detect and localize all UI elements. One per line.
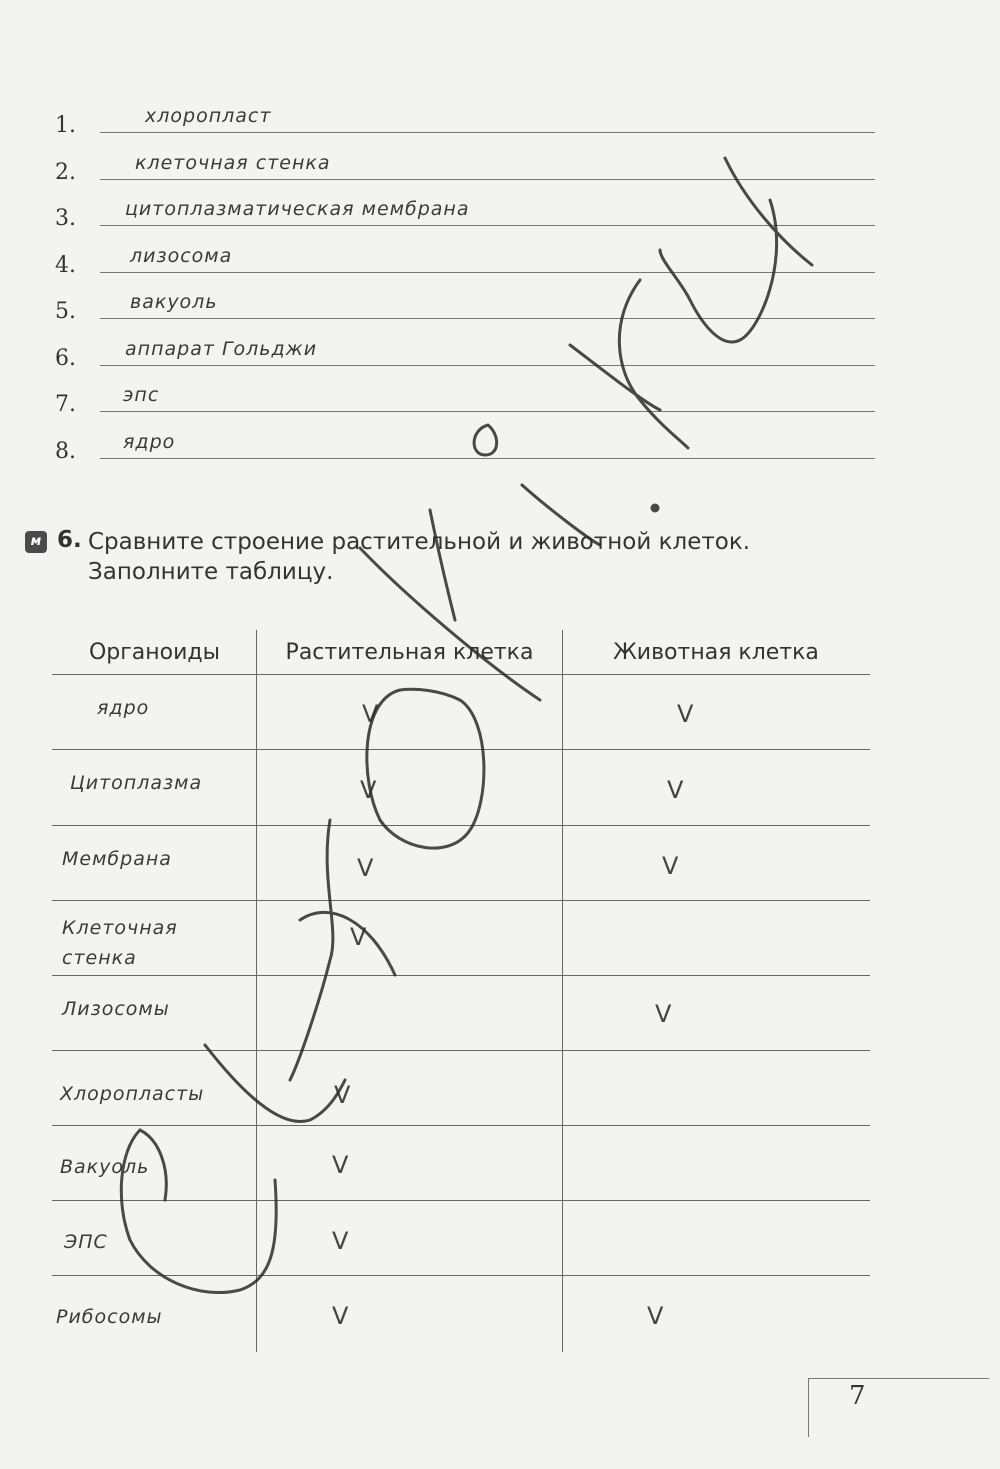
answer-row	[55, 338, 875, 385]
numbered-answer-list	[55, 105, 875, 477]
animal-check-mark: V	[667, 776, 684, 804]
answer-number: 6.	[55, 345, 76, 371]
answer-line	[100, 225, 875, 226]
answer-number: 5.	[55, 299, 76, 324]
plant-check-mark: V	[360, 776, 377, 804]
table-row	[52, 1050, 870, 1126]
organoid-name: Цитоплазма	[70, 772, 203, 794]
header-plant-cell: Растительная клетка	[285, 640, 534, 665]
answer-text: хлоропласт	[145, 105, 272, 127]
task-marker-icon: м	[25, 531, 47, 553]
animal-check-mark: V	[655, 1000, 672, 1028]
animal-check-mark: V	[677, 700, 694, 728]
answer-number: 4.	[55, 252, 76, 278]
table-header	[52, 630, 870, 676]
organoid-name: Вакуоль	[60, 1156, 150, 1178]
table-row	[52, 1275, 870, 1351]
answer-number: 2.	[55, 159, 76, 185]
answer-row	[55, 198, 875, 245]
page-number-box	[808, 1378, 989, 1437]
table-row	[52, 749, 870, 825]
answer-line	[100, 318, 875, 319]
animal-check-mark: V	[647, 1302, 664, 1330]
page-number: 7	[849, 1381, 866, 1411]
answer-text: цитоплазматическая мембрана	[125, 198, 470, 220]
plant-check-mark: V	[332, 1227, 349, 1255]
answer-number: 1.	[55, 113, 76, 138]
task-number: 6.	[57, 527, 82, 553]
organoid-name: Мембрана	[62, 848, 172, 870]
column-divider	[256, 630, 257, 1352]
answer-text: клеточная стенка	[135, 151, 331, 174]
table-row	[52, 1200, 870, 1276]
comparison-table	[52, 630, 870, 1352]
answer-text: ядро	[123, 430, 176, 453]
answer-row	[55, 291, 875, 338]
answer-row	[55, 431, 875, 478]
answer-number: 7.	[55, 392, 76, 417]
answer-line	[100, 179, 875, 180]
answer-text: вакуоль	[130, 291, 218, 313]
organoid-name: Рибосомы	[56, 1306, 163, 1328]
answer-line	[100, 411, 875, 412]
answer-row	[55, 245, 875, 292]
plant-check-mark: V	[357, 854, 374, 882]
organoid-name: Клеточная стенка	[62, 917, 178, 969]
answer-row	[55, 105, 875, 152]
header-animal-cell: Животная клетка	[613, 640, 819, 665]
answer-line	[100, 458, 875, 459]
answer-line	[100, 272, 875, 273]
plant-check-mark: V	[350, 923, 367, 951]
plant-check-mark: V	[332, 1151, 349, 1179]
organoid-name: Хлоропласты	[60, 1083, 205, 1105]
answer-text: эпс	[123, 384, 160, 406]
answer-line	[100, 365, 875, 366]
organoid-name: ядро	[97, 697, 150, 719]
answer-number: 8.	[55, 438, 76, 464]
plant-check-mark: V	[332, 1302, 349, 1330]
answer-row	[55, 152, 875, 199]
organoid-name: ЭПС	[64, 1231, 108, 1253]
answer-row	[55, 384, 875, 431]
animal-check-mark: V	[662, 852, 679, 880]
plant-check-mark: V	[362, 700, 379, 728]
table-row	[52, 975, 870, 1051]
answer-text: аппарат Гольджи	[125, 337, 318, 360]
table-row	[52, 1125, 870, 1201]
task-text: Сравните строение растительной и животной клеток. Заполните таблицу.	[88, 529, 751, 585]
answer-text: лизосома	[130, 244, 233, 267]
column-divider	[562, 630, 563, 1352]
answer-number: 3.	[55, 206, 76, 231]
answer-line	[100, 132, 875, 133]
header-organoids: Органоиды	[88, 640, 221, 665]
plant-check-mark: V	[334, 1081, 351, 1109]
organoid-name: Лизосомы	[62, 998, 170, 1020]
table-row	[52, 900, 870, 976]
table-row	[52, 825, 870, 901]
table-row	[52, 674, 870, 750]
